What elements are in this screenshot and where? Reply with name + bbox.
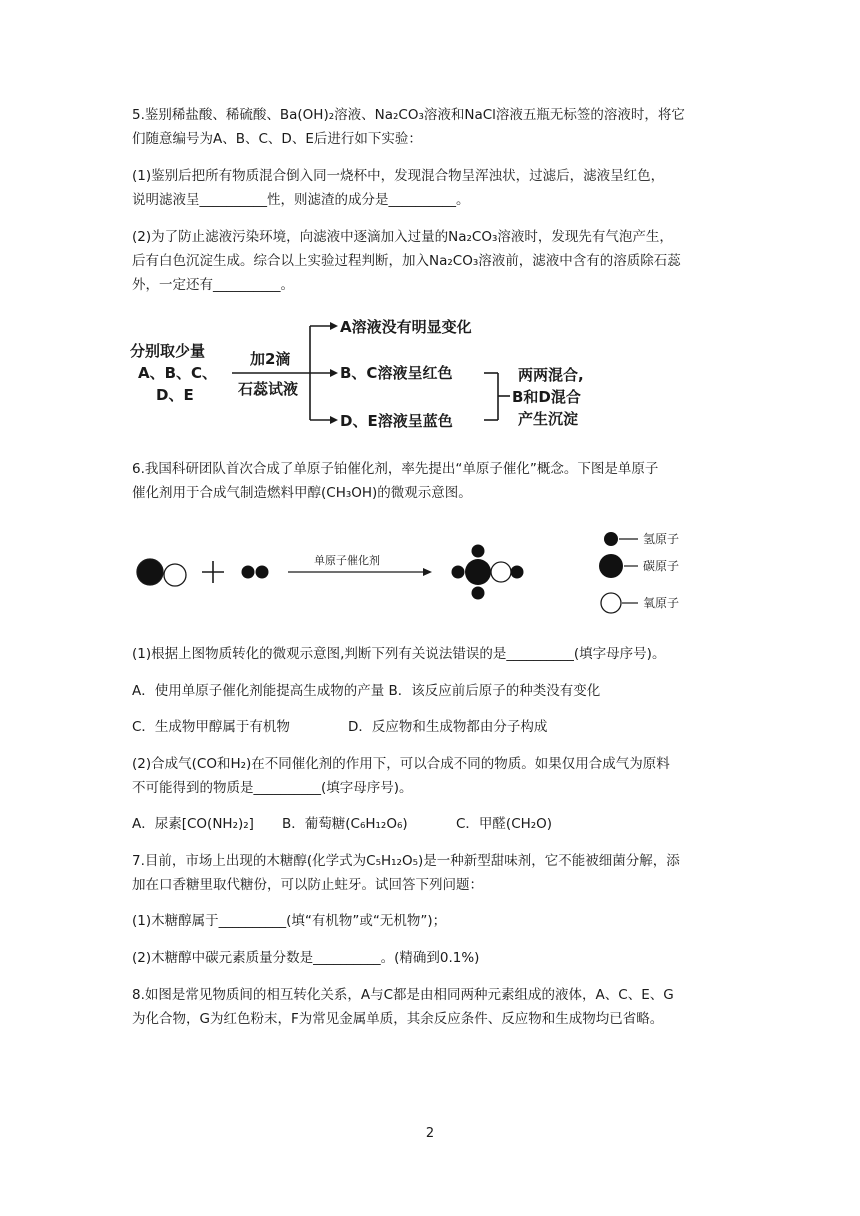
q7-sub1-line: (1)木糖醇属于__________(填“有机物”或“无机物”)； [132, 913, 447, 929]
q6-sub2-line-2: 不可能得到的物质是__________(填字母序号)。 [132, 780, 413, 796]
flow-start-line-2: A、B、C、 [138, 364, 218, 382]
q5-line-2: 们随意编号为A、B、C、D、E后进行如下实验： [132, 131, 422, 147]
legend-hydrogen-label: 氢原子 [643, 532, 680, 546]
q5-part1-line-2: 说明滤液呈__________性，则滤渣的成分是__________。 [132, 192, 470, 208]
legend-hydrogen-icon [604, 532, 618, 546]
flow-mix-line-2: B和D混合 [512, 388, 581, 406]
h2-atom-2 [256, 566, 269, 579]
co-carbon-atom [137, 559, 163, 585]
flow-start-line-3: D、E [156, 386, 194, 404]
flow-arrow-label-top: 加2滴 [250, 350, 291, 368]
q6-line-2: 催化剂用于合成气制造燃料甲醇(CH₃OH)的微观示意图。 [132, 485, 472, 501]
q5-line-1: 5.鉴别稀盐酸、稀硫酸、Ba(OH)₂溶液、Na₂CO₃溶液和NaCl溶液五瓶无标签的溶液时，将它 [132, 107, 685, 123]
experiment-flow-diagram [120, 310, 640, 440]
q6-sub1-options-ab: A．使用单原子催化剂能提高生成物的产量 B．该反应前后原子的种类没有变化 [132, 683, 601, 699]
legend-carbon-icon [599, 554, 623, 578]
q7-line-2: 加在口香糖里取代糖份，可以防止蛀牙。试回答下列问题： [132, 877, 483, 893]
q8-line-1: 8.如图是常见物质间的相互转化关系，A与C都是由相同两种元素组成的液体，A、C、E、G [132, 987, 674, 1003]
q6-sub1-option-d: D．反应物和生成物都由分子构成 [348, 719, 548, 735]
q6-sub2-option-c: C．甲醛(CH₂O) [456, 816, 553, 832]
h2-atom-1 [242, 566, 255, 579]
legend-oxygen-label: 氧原子 [643, 596, 680, 610]
flow-start-line-1: 分别取少量 [130, 342, 206, 360]
flow-mix-line-3: 产生沉淀 [518, 410, 579, 428]
q6-sub2-option-b: B．葡萄糖(C₆H₁₂O₆) [282, 816, 408, 832]
q6-sub1-option-c: C．生成物甲醇属于有机物 [132, 719, 290, 735]
molecular-reaction-diagram [120, 515, 740, 625]
q5-part2-line-3: 外，一定还有__________。 [132, 277, 294, 293]
flow-mix-line-1: 两两混合, [518, 366, 584, 384]
page-number: 2 [425, 1126, 435, 1141]
catalyst-label: 单原子催化剂 [314, 554, 380, 567]
q6-sub2-line-1: (2)合成气(CO和H₂)在不同催化剂的作用下，可以合成不同的物质。如果仅用合成气为原料 [132, 756, 670, 772]
atom-legend [599, 532, 679, 613]
q5-part2-line-2: 后有白色沉淀生成。综合以上实验过程判断，加入Na₂CO₃溶液前，滤液中含有的溶质除石蕊 [132, 253, 681, 269]
flow-branch-a: A溶液没有明显变化 [340, 318, 472, 336]
q7-line-1: 7.目前，市场上出现的木糖醇(化学式为C₅H₁₂O₅)是一种新型甜味剂，它不能被细菌分解，添 [132, 853, 680, 869]
q6-sub1-line: (1)根据上图物质转化的微观示意图,判断下列有关说法错误的是__________(填字母序号)。 [132, 646, 666, 662]
co-oxygen-atom [164, 564, 186, 586]
flow-branch-de: D、E溶液呈蓝色 [340, 412, 453, 430]
q8-line-2: 为化合物，G为红色粉末，F为常见金属单质，其余反应条件、反应物和生成物均已省略。 [132, 1011, 664, 1027]
flow-arrow-label-bottom: 石蕊试液 [238, 380, 299, 398]
q5-part1-line-1: (1)鉴别后把所有物质混合倒入同一烧杯中，发现混合物呈浑浊状，过滤后，滤液呈红色， [132, 168, 665, 184]
legend-carbon-label: 碳原子 [643, 559, 680, 573]
legend-oxygen-icon [601, 593, 621, 613]
q6-line-1: 6.我国科研团队首次合成了单原子铂催化剂，率先提出“单原子催化”概念。下图是单原子 [132, 461, 659, 477]
methanol-molecule [452, 545, 524, 600]
q6-sub2-option-a: A．尿素[CO(NH₂)₂] [132, 816, 254, 832]
q5-part2-line-1: (2)为了防止滤液污染环境，向滤液中逐滴加入过量的Na₂CO₃溶液时，发现先有气泡产生， [132, 229, 673, 245]
flow-branch-bc: B、C溶液呈红色 [340, 364, 453, 382]
q7-sub2-line: (2)木糖醇中碳元素质量分数是__________。(精确到0.1%) [132, 950, 480, 966]
